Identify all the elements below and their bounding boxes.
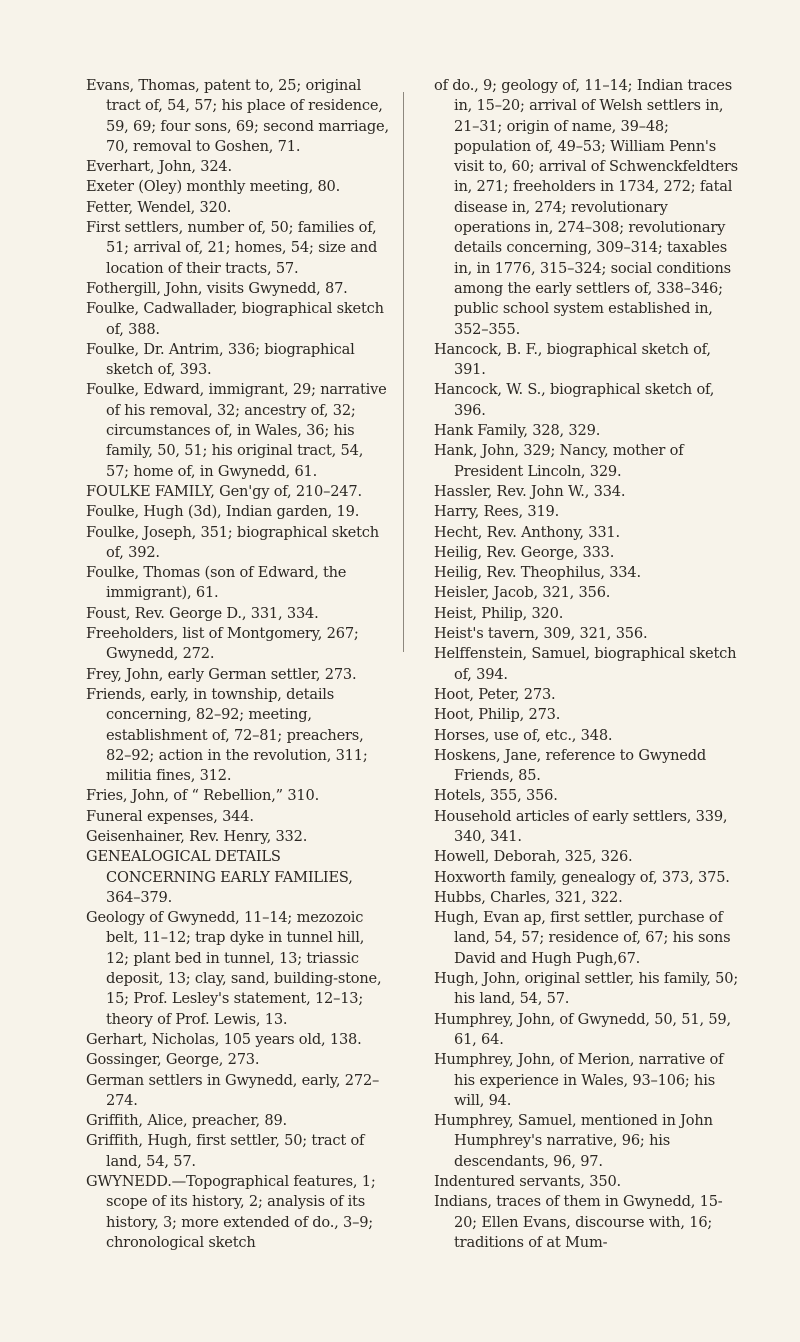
index-entry: Geisenhainer, Rev. Henry, 332. bbox=[86, 827, 308, 845]
index-entry: Fetter, Wendel, 320. bbox=[86, 198, 232, 216]
index-entry: Hank, John, 329; Nancy, mother of President Lincoln, 329. bbox=[434, 442, 684, 480]
index-entry: Hoot, Peter, 273. bbox=[434, 685, 556, 703]
index-entry: Fothergill, John, visits Gwynedd, 87. bbox=[86, 279, 348, 297]
index-entry: Hank Family, 328, 329. bbox=[434, 422, 601, 440]
index-entry: Hoskens, Jane, reference to Gwynedd Friends, 85. bbox=[434, 746, 707, 785]
index-entry: Foulke, Cadwallader, biographical sketch of, 388. bbox=[86, 300, 384, 338]
index-entry: Griffith, Hugh, first settler, 50; tract of land, 54, 57. bbox=[86, 1132, 365, 1170]
index-entry: Heisler, Jacob, 321, 356. bbox=[434, 584, 611, 602]
index-entry: Gossinger, George, 273. bbox=[86, 1051, 260, 1069]
left-column bbox=[86, 76, 390, 1253]
index-entry: Foust, Rev. George D., 331, 334. bbox=[86, 604, 319, 622]
index-entry: Foulke, Joseph, 351; biographical sketch of, 392. bbox=[86, 523, 379, 561]
index-entry: Exeter (Oley) monthly meeting, 80. bbox=[86, 178, 341, 196]
index-entry: Freeholders, list of Montgomery, 267; Gwynedd, 272. bbox=[86, 625, 359, 663]
index-entry: German settlers in Gwynedd, early, 272–274. bbox=[86, 1071, 380, 1109]
index-entry: Household articles of early settlers, 339, 340, 341. bbox=[434, 807, 728, 845]
index-entry: Hoxworth family, genealogy of, 373, 375. bbox=[434, 868, 730, 886]
index-entry: Heist's tavern, 309, 321, 356. bbox=[434, 625, 648, 643]
index-entry: Humphrey, Samuel, mentioned in John Humphrey's narrative, 96; his descendants, 96, 97. bbox=[434, 1112, 713, 1170]
index-entry: Fries, John, of “ Rebellion,” 310. bbox=[86, 787, 320, 805]
index-columns bbox=[86, 76, 744, 1253]
index-entry: Funeral expenses, 344. bbox=[86, 807, 254, 825]
index-entry: Indians, traces of them in Gwynedd, 15-20; Ellen Evans, discourse with, 16; traditions of at Mum- bbox=[434, 1193, 723, 1251]
index-entry: Hassler, Rev. John W., 334. bbox=[434, 482, 626, 500]
index-entry: Humphrey, John, of Merion, narrative of his experience in Wales, 93–106; his will, 94. bbox=[434, 1051, 724, 1109]
index-entry: Friends, early, in township, details concerning, 82–92; meeting, establishment of, 72–81; preachers, 82–92; action in the revolution, 311; militia fines, 312. bbox=[86, 685, 368, 785]
index-entry: Evans, Thomas, patent to, 25; original tract of, 54, 57; his place of residence, 59, 69; four sons, 69; second marriage, 70, removal to Goshen, 71. bbox=[86, 77, 389, 155]
index-entry: Hancock, B. F., biographical sketch of, 391. bbox=[434, 340, 711, 379]
index-entry: Frey, John, early German settler, 273. bbox=[86, 665, 357, 683]
index-entry: Indentured servants, 350. bbox=[434, 1173, 621, 1191]
index-entry: First settlers, number of, 50; families of, 51; arrival of, 21; homes, 54; size and location of their tracts, 57. bbox=[86, 219, 378, 277]
index-entry: Everhart, John, 324. bbox=[86, 158, 232, 176]
right-column bbox=[434, 76, 744, 1253]
index-entry: Harry, Rees, 319. bbox=[434, 503, 560, 521]
index-entry: GWYNEDD.—Topographical features, 1; scope of its history, 2; analysis of its history, 3; more extended of do., 3–9; chronological sketch bbox=[86, 1173, 376, 1251]
index-entry: Hubbs, Charles, 321, 322. bbox=[434, 888, 623, 906]
index-entry: Foulke, Hugh (3d), Indian garden, 19. bbox=[86, 503, 360, 521]
index-entry: Foulke, Edward, immigrant, 29; narrative of his removal, 32; ancestry of, 32; circumstances of, in Wales, 36; his family, 50, 51; his original tract, 54, 57; home of, in Gwynedd, 61. bbox=[86, 381, 387, 480]
index-entry: Howell, Deborah, 325, 326. bbox=[434, 848, 633, 866]
index-entry: Geology of Gwynedd, 11–14; mezozoic belt, 11–12; trap dyke in tunnel hill, 12; plant bed in tunnel, 13; triassic deposit, 13; clay, sand, building-stone, 15; Prof. Lesley's statement, 12–13; theory of Prof. Lewis, 13. bbox=[86, 909, 382, 1028]
index-entry: Gerhart, Nicholas, 105 years old, 138. bbox=[86, 1030, 362, 1048]
index-entry: of do., 9; geology of, 11–14; Indian traces in, 15–20; arrival of Welsh settlers in, 21–31; origin of name, 39–48; population of, 49–53; William Penn's visit to, 60; arrival of Schwenckfeldters in, 271; freeholders in 1734, 272; fatal disease in, 274; revolutionary operations in, 274–308; revolutionary details concerning, 309–314; taxables in, in 1776, 315–324; social conditions among the early settlers of, 338–346; public school system established in, 352–355. bbox=[434, 77, 738, 338]
index-entry: Hoot, Philip, 273. bbox=[434, 706, 561, 724]
index-entry: Hancock, W. S., biographical sketch of, 396. bbox=[434, 381, 715, 419]
index-entry: Foulke, Dr. Antrim, 336; biographical sketch of, 393. bbox=[86, 340, 355, 379]
index-entry: Griffith, Alice, preacher, 89. bbox=[86, 1112, 287, 1130]
index-entry: Heilig, Rev. Theophilus, 334. bbox=[434, 564, 641, 582]
index-entry: Heilig, Rev. George, 333. bbox=[434, 543, 615, 561]
index-entry: Hecht, Rev. Anthony, 331. bbox=[434, 523, 620, 541]
index-entry: Foulke, Thomas (son of Edward, the immigrant), 61. bbox=[86, 564, 347, 602]
index-entry: GENEALOGICAL DETAILS CONCERNING EARLY FAMILIES, 364–379. bbox=[86, 848, 353, 906]
index-entry: Heist, Philip, 320. bbox=[434, 604, 564, 622]
index-entry: Hugh, Evan ap, first settler, purchase of land, 54, 57; residence of, 67; his sons David and Hugh Pugh,67. bbox=[434, 909, 731, 967]
index-entry: FOULKE FAMILY, Gen'gy of, 210–247. bbox=[86, 482, 362, 500]
index-entry: Hugh, John, original settler, his family, 50; his land, 54, 57. bbox=[434, 970, 739, 1008]
index-entry: Humphrey, John, of Gwynedd, 50, 51, 59, 61, 64. bbox=[434, 1010, 731, 1048]
index-entry: Horses, use of, etc., 348. bbox=[434, 726, 613, 744]
index-entry: Hotels, 355, 356. bbox=[434, 787, 558, 805]
index-entry: Helffenstein, Samuel, biographical sketch of, 394. bbox=[434, 645, 737, 683]
column-divider bbox=[403, 92, 404, 652]
